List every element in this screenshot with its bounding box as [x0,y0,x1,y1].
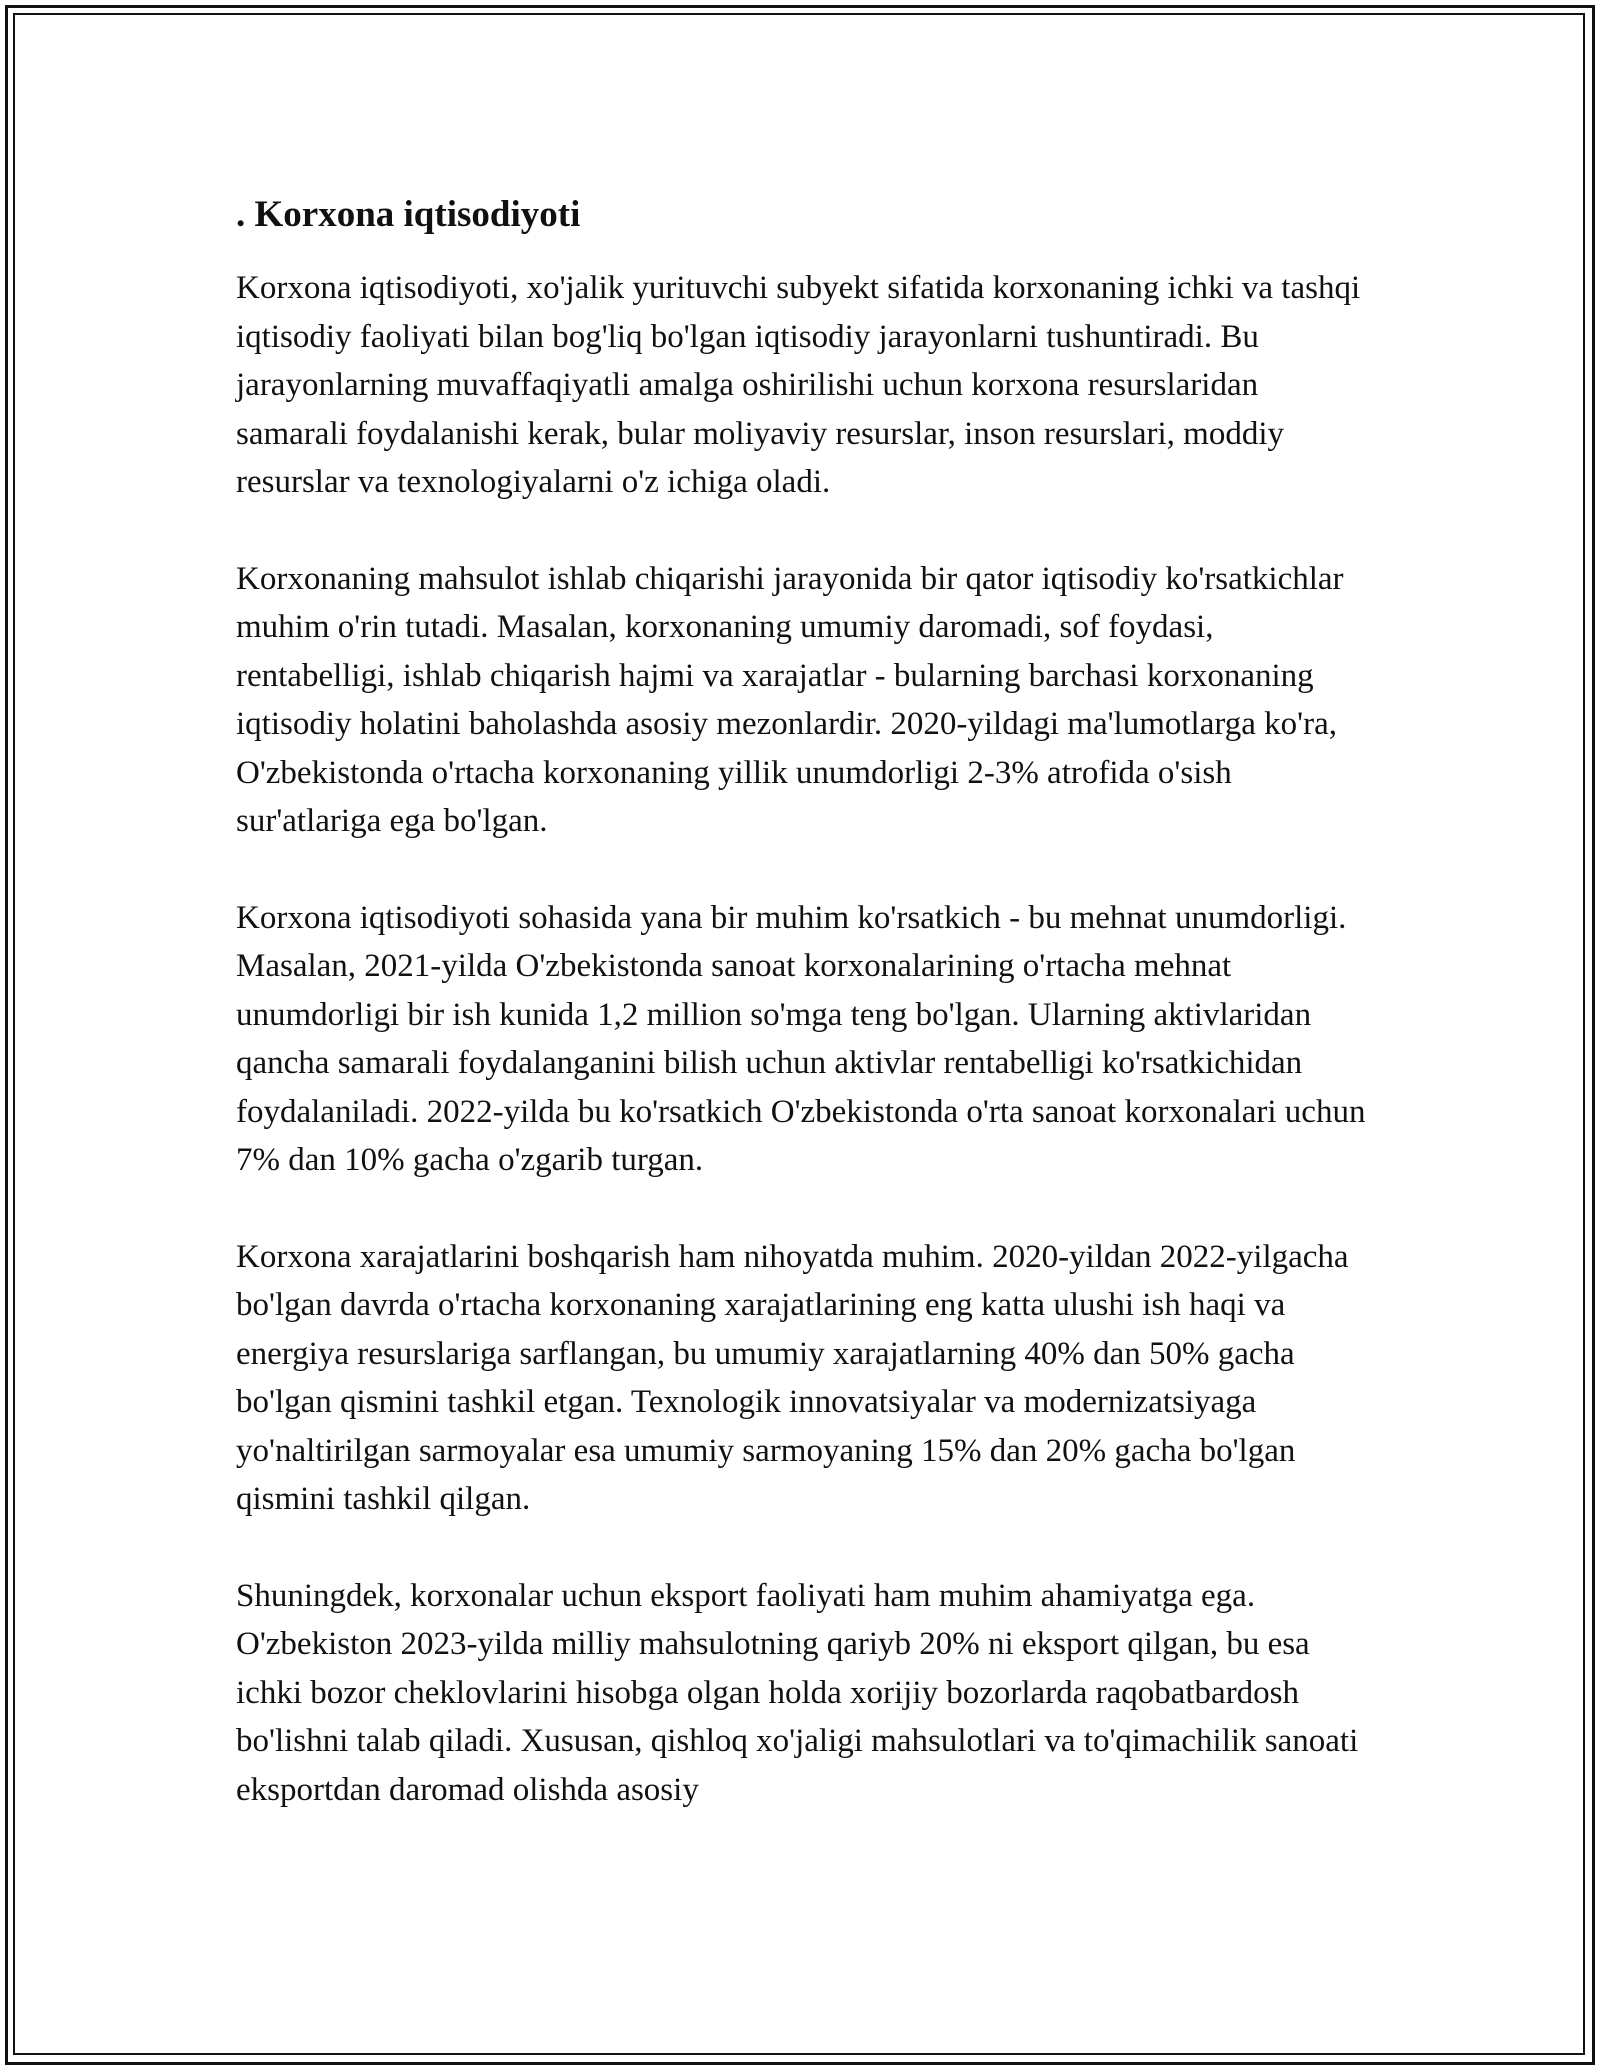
paragraph-4: Korxona xarajatlarini boshqarish ham nihoyatda muhim. 2020-yildan 2022-yilgacha bo'lgan davrda o'rtacha korxonaning xarajatlarining eng katta ulushi ish haqi va energiya resurslariga sarflangan, bu umumiy xarajatlarning 40% dan 50% gacha bo'lgan qismini tashkil etgan. Texnologik innovatsiyalar va modernizatsiyaga yo'naltirilgan sarmoyalar esa umumiy sarmoyaning 15% dan 20% gacha bo'lgan qismini tashkil qilgan. [236,1238,1349,1517]
paragraph-1: Korxona iqtisodiyoti, xo'jalik yurituvchi subyekt sifatida korxonaning ichki va tashqi iqtisodiy faoliyati bilan bog'liq bo'lgan iqtisodiy jarayonlarni tushuntiradi. Bu jarayonlarning muvaffaqiyatli amalga oshirilishi uchun korxona resurslaridan samarali foydalanishi kerak, bular moliyaviy resurslar, inson resurslari, moddiy resurslar va texnologiyalarni o'z ichiga oladi. [236,270,1361,500]
section-heading: . Korxona iqtisodiyoti [236,194,581,235]
document-body [236,188,1376,1862]
paragraph-3: Korxona iqtisodiyoti sohasida yana bir muhim ko'rsatkich - bu mehnat unumdorligi. Masalan, 2021-yilda O'zbekistonda sanoat korxonalarining o'rtacha mehnat unumdorligi bir ish kunida 1,2 million so'mga teng bo'lgan. Ularning aktivlaridan qancha samarali foydalanganini bilish uchun aktivlar rentabelligi ko'rsatkichidan foydalaniladi. 2022-yilda bu ko'rsatkich O'zbekistonda o'rta sanoat korxonalari uchun 7% dan 10% gacha o'zgarib turgan. [236,899,1366,1178]
paragraph-2: Korxonaning mahsulot ishlab chiqarishi jarayonida bir qator iqtisodiy ko'rsatkichlar muhim o'rin tutadi. Masalan, korxonaning umumiy daromadi, sof foydasi, rentabelligi, ishlab chiqarish hajmi va xarajatlar - bularning barchasi korxonaning iqtisodiy holatini baholashda asosiy mezonlardir. 2020-yildagi ma'lumotlarga ko'ra, O'zbekistonda o'rtacha korxonaning yillik unumdorligi 2-3% atrofida o'sish sur'atlariga ega bo'lgan. [236,560,1344,839]
paragraph-5: Shuningdek, korxonalar uchun eksport faoliyati ham muhim ahamiyatga ega. O'zbekiston 2023-yilda milliy mahsulotning qariyb 20% ni eksport qilgan, bu esa ichki bozor cheklovlarini hisobga olgan holda xorijiy bozorlarda raqobatbardosh bo'lishni talab qiladi. Xususan, qishloq xo'jaligi mahsulotlari va to'qimachilik sanoati eksportdan daromad olishda asosiy [236,1577,1359,1808]
